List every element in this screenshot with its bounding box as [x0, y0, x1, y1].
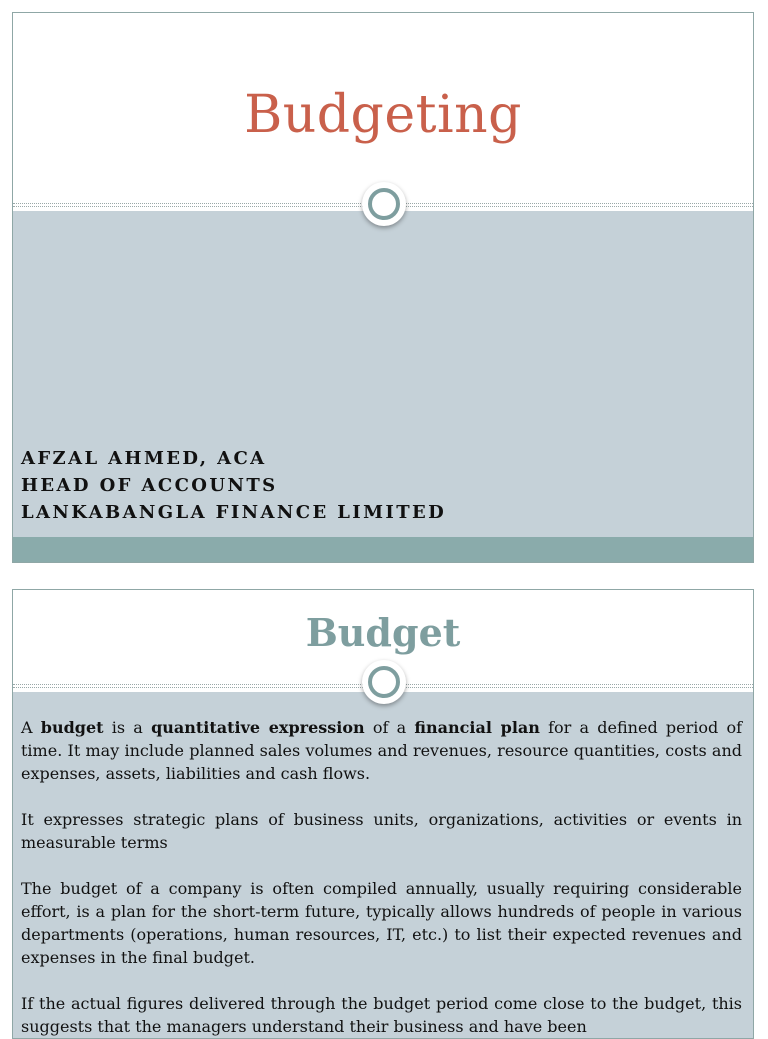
footer-bar: [13, 537, 753, 563]
bold-term: financial plan: [414, 718, 540, 737]
circle-ornament-icon: [362, 182, 406, 226]
text-run: for a defined period of time. It may include planned sales volumes and revenues, resource quantities, costs and expenses, assets, liabilities and cash flows.: [21, 718, 743, 783]
text-run: is a: [103, 718, 152, 737]
bold-term: budget: [40, 718, 104, 737]
text-run: A: [21, 718, 41, 737]
presenter-company: LANKABANGLA FINANCE LIMITED: [21, 502, 447, 523]
body-text: [21, 716, 742, 1039]
paragraph-definition: [21, 716, 742, 785]
paragraph-actuals: If the actual figures delivered through the budget period come close to the budget, this suggests that the managers understand their business and have been: [21, 994, 742, 1036]
presenter-name: AFZAL AHMED, ACA: [21, 448, 267, 469]
paragraph-annual: The budget of a company is often compiled annually, usually requiring considerable effort, is a plan for the short-term future, typically allows hundreds of people in various departments (operations, human resources, IT, etc.) to list their expected revenues and expenses in the final budget.: [21, 879, 742, 967]
title-slide: [12, 12, 754, 563]
presenter-block: [21, 445, 446, 526]
slide-title: Budgeting: [244, 85, 522, 145]
paragraph-strategic: It expresses strategic plans of business units, organizations, activities or events in measurable terms: [21, 810, 742, 852]
bold-term: quantitative expression: [151, 718, 365, 737]
slide-title: Budget: [305, 610, 461, 655]
circle-ornament-icon: [362, 660, 406, 704]
content-slide: [12, 589, 754, 1039]
text-run: of a: [364, 718, 415, 737]
presenter-role: HEAD OF ACCOUNTS: [21, 475, 278, 496]
